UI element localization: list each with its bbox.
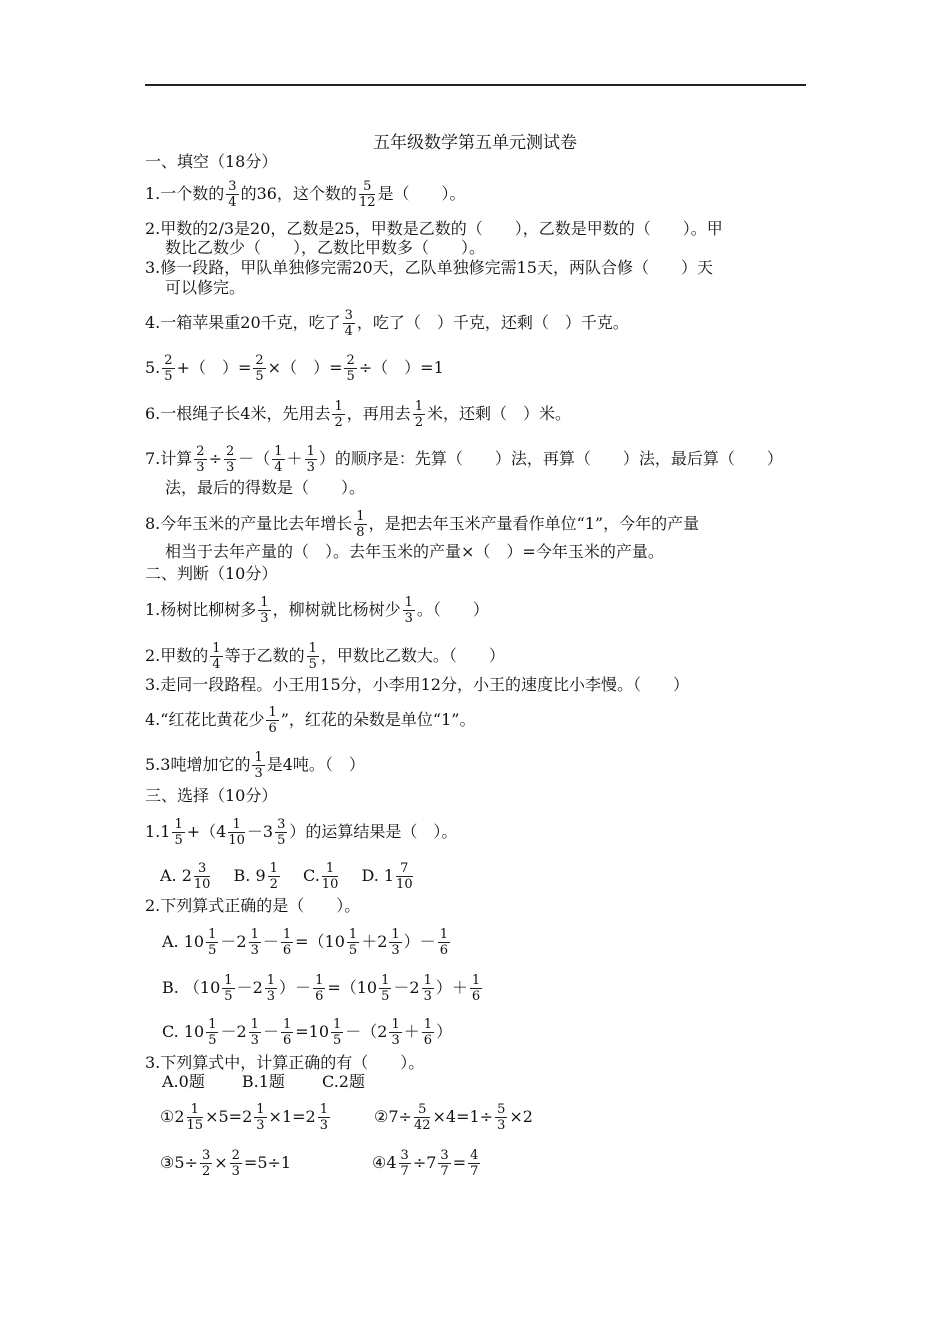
fraction-numerator: 1: [423, 973, 432, 988]
fraction: [187, 1103, 204, 1132]
fraction: [399, 1149, 411, 1178]
section-choice-heading: 三、选择（10分）: [145, 786, 278, 805]
fraction-numerator: 1: [228, 818, 245, 833]
question-f7-line1: 7.计算 $\frac{2}{3}$ ÷ $\frac{2}{3}$ －（ $\frac{1}{4}$ ＋ $\frac{1}{3}$ ）的顺序是：先算（ ）法，再算（ ）法，最后算（ ）: [145, 444, 783, 475]
fraction: [249, 928, 261, 957]
fraction: [265, 974, 277, 1003]
question-c3-item3: ③5÷ $\frac{3}{2}$ × $\frac{2}{3}$ =5÷1: [160, 1148, 292, 1179]
fraction: [470, 974, 482, 1003]
fraction-numerator: 1: [269, 861, 278, 876]
fraction-denominator: 2: [269, 877, 278, 892]
fraction-numerator: 2: [255, 353, 264, 368]
fraction: [194, 445, 206, 474]
fraction-denominator: 3: [391, 1033, 400, 1048]
fraction-numerator: 1: [268, 705, 277, 720]
fraction-numerator: 3: [201, 1148, 211, 1163]
fraction-numerator: 1: [250, 1017, 259, 1032]
fraction-numerator: 1: [187, 1103, 204, 1118]
fraction-numerator: 1: [208, 1017, 217, 1032]
fraction-numerator: 1: [274, 444, 283, 459]
fraction: [318, 1103, 330, 1132]
fraction-numerator: 1: [348, 927, 358, 942]
fraction-numerator: 2: [231, 1148, 240, 1163]
fraction: [254, 1103, 266, 1132]
fraction-denominator: 3: [260, 611, 269, 626]
question-j5: 5.3吨增加它的 $\frac{1}{3}$ 是4吨。（ ）: [145, 750, 365, 781]
fraction-denominator: 10: [228, 833, 245, 848]
fraction-numerator: 1: [282, 927, 292, 942]
fraction: [344, 354, 356, 383]
fraction: [224, 445, 236, 474]
fraction-denominator: 3: [250, 943, 259, 958]
fraction: [230, 1149, 242, 1178]
fraction-denominator: 6: [315, 989, 324, 1004]
question-f3-line1: 3.修一段路，甲队单独修完需20天，乙队单独修完需15天，两队合修（ ）天: [145, 258, 713, 277]
fraction-denominator: 5: [255, 369, 264, 384]
fraction: [495, 1103, 507, 1132]
question-c3-item1: ①2 $\frac{1}{15}$ ×5=2 $\frac{1}{3}$ ×1=2 $\frac{1}{3}$: [160, 1102, 328, 1133]
fraction: [403, 596, 415, 625]
fraction: [275, 818, 287, 847]
fraction: [200, 1149, 212, 1178]
fraction-denominator: 6: [282, 1033, 292, 1048]
fraction-numerator: 1: [471, 973, 481, 988]
fraction-denominator: 7: [470, 1164, 479, 1179]
question-f8-line1: 8.今年玉米的产量比去年增长 $\frac{1}{8}$ ，是把去年玉米产量看作单位“1”，今年的产量: [145, 509, 700, 540]
fraction: [307, 642, 319, 671]
fraction: [281, 1018, 293, 1047]
fraction-numerator: 3: [440, 1148, 449, 1163]
fraction-denominator: 5: [224, 989, 233, 1004]
fraction-numerator: 1: [381, 973, 390, 988]
fraction: [396, 862, 413, 891]
question-f3-line2: 可以修完。: [165, 278, 246, 297]
fraction-denominator: 6: [268, 721, 277, 736]
fraction: [249, 1018, 261, 1047]
fraction: [266, 706, 278, 735]
fraction-numerator: 2: [346, 353, 355, 368]
section-judge-heading: 二、判断（10分）: [145, 564, 278, 583]
fraction-denominator: 3: [391, 943, 400, 958]
fraction: [268, 862, 280, 891]
section-fill-heading: 一、填空（18分）: [145, 152, 278, 171]
question-c2-option-a: A. 10 $\frac{1}{5}$ －2 $\frac{1}{3}$ － $\frac{1}{6}$ =（10 $\frac{1}{5}$ ＋2 $\frac{1}{3}$ ）－ $\frac{1}{6}$: [162, 927, 448, 958]
fraction-numerator: 2: [225, 444, 235, 459]
fraction: [379, 974, 391, 1003]
fraction-numerator: 1: [212, 641, 221, 656]
fraction-numerator: 1: [356, 509, 365, 524]
fraction: [313, 974, 325, 1003]
fraction-denominator: 5: [346, 369, 355, 384]
fraction-numerator: 1: [423, 1017, 433, 1032]
fraction-numerator: 1: [308, 641, 317, 656]
fraction: [253, 354, 265, 383]
fraction: [305, 445, 317, 474]
fraction: [332, 400, 344, 429]
fraction-denominator: 15: [186, 1118, 204, 1133]
fraction: [389, 1018, 401, 1047]
fraction-numerator: 1: [439, 927, 448, 942]
fraction-numerator: 1: [250, 927, 259, 942]
fraction: [438, 928, 450, 957]
fraction: [228, 818, 245, 847]
fraction-denominator: 10: [193, 877, 211, 892]
fraction: [272, 445, 284, 474]
fraction-denominator: 5: [308, 657, 317, 672]
fraction-numerator: 1: [282, 1017, 292, 1032]
fraction: [422, 974, 434, 1003]
fraction-denominator: 3: [319, 1118, 328, 1133]
fraction-denominator: 5: [348, 943, 358, 958]
fraction-numerator: 2: [164, 353, 173, 368]
fraction-numerator: 3: [344, 308, 353, 323]
question-j4: 4.“红花比黄花少 $\frac{1}{6}$ ”，红花的朵数是单位“1”。: [145, 705, 476, 736]
fraction: [194, 862, 211, 891]
fraction-denominator: 7: [400, 1164, 409, 1179]
question-c1: 1.1 $\frac{1}{5}$ +（4 $\frac{1}{10}$ －3 $\frac{3}{5}$ ）的运算结果是（ ）。: [145, 817, 458, 848]
fraction-numerator: 3: [194, 862, 211, 877]
fraction-denominator: 6: [282, 943, 292, 958]
fraction-numerator: 3: [277, 817, 286, 832]
question-j3: 3.走同一段路程。小王用15分，小李用12分，小王的速度比小李慢。（ ）: [145, 675, 689, 694]
fraction-denominator: 5: [277, 833, 286, 848]
fraction-numerator: 1: [322, 862, 339, 877]
question-f4: 4.一箱苹果重20千克，吃了 $\frac{3}{4}$ ，吃了（ ）千克，还剩（ ）千克。: [145, 308, 629, 339]
fraction-numerator: 1: [319, 1102, 328, 1117]
question-f5: 5. $\frac{2}{5}$ +（ ）= $\frac{2}{5}$ ×（ ）= $\frac{2}{5}$ ÷（ ）=1: [145, 353, 444, 384]
fraction-denominator: 3: [423, 989, 432, 1004]
fraction-denominator: 3: [231, 1164, 240, 1179]
fraction-denominator: 5: [333, 1033, 342, 1048]
fraction-denominator: 4: [274, 460, 283, 475]
fraction-denominator: 4: [344, 324, 353, 339]
fraction-denominator: 12: [358, 195, 376, 210]
fraction: [252, 751, 264, 780]
fraction: [359, 180, 376, 209]
fraction-denominator: 2: [334, 415, 343, 430]
fraction-denominator: 5: [174, 833, 183, 848]
fraction-numerator: 1: [266, 973, 276, 988]
fraction-denominator: 10: [321, 877, 339, 892]
fraction-denominator: 4: [212, 657, 221, 672]
top-rule: [145, 84, 806, 86]
question-f7-line2: 法，最后的得数是（ ）。: [165, 478, 366, 497]
fraction: [354, 510, 366, 539]
fraction-numerator: 3: [228, 179, 237, 194]
fraction-numerator: 5: [359, 180, 376, 195]
question-c1-options: A. 2 $\frac{3}{10}$ B. 9 $\frac{1}{2}$ C. $\frac{1}{10}$ D. 1 $\frac{7}{10}$: [160, 861, 413, 892]
page-title: 五年级数学第五单元测试卷: [373, 133, 577, 153]
fraction-denominator: 6: [471, 989, 481, 1004]
fraction: [347, 928, 359, 957]
fraction-numerator: 7: [396, 862, 413, 877]
fraction-numerator: 2: [196, 444, 205, 459]
fraction-denominator: 3: [196, 460, 205, 475]
question-j1: 1.杨树比柳树多 $\frac{1}{3}$ ，柳树就比杨树少 $\frac{1}{3}$ 。（ ）: [145, 595, 489, 626]
fraction-numerator: 1: [334, 399, 343, 414]
fraction: [206, 1018, 218, 1047]
fraction: [210, 642, 222, 671]
fraction: [413, 400, 425, 429]
fraction-denominator: 3: [266, 989, 276, 1004]
fraction-denominator: 42: [413, 1118, 431, 1133]
question-f1: 1.一个数的 $\frac{3}{4}$ 的36，这个数的 $\frac{5}{12}$ 是（ ）。: [145, 179, 466, 210]
fraction-denominator: 3: [497, 1118, 506, 1133]
question-c3-item2: ②7÷ $\frac{5}{42}$ ×4=1÷ $\frac{5}{3}$ ×2: [374, 1102, 533, 1133]
fraction-numerator: 5: [414, 1103, 431, 1118]
fraction: [414, 1103, 431, 1132]
fraction-denominator: 7: [440, 1164, 449, 1179]
fraction-denominator: 6: [423, 1033, 433, 1048]
fraction-numerator: 1: [174, 817, 183, 832]
fraction-denominator: 5: [164, 369, 173, 384]
fraction: [331, 1018, 343, 1047]
fraction-denominator: 8: [356, 525, 365, 540]
fraction: [322, 862, 339, 891]
fraction-numerator: 1: [391, 1017, 400, 1032]
question-c2-option-b: B. （10 $\frac{1}{5}$ －2 $\frac{1}{3}$ ）－ $\frac{1}{6}$ =（10 $\frac{1}{5}$ －2 $\frac{1}{3}$ ）＋ $\frac{1}{6}$: [162, 973, 481, 1004]
fraction-numerator: 5: [497, 1102, 506, 1117]
fraction: [162, 354, 174, 383]
question-c2-stem: 2.下列算式正确的是（ ）。: [145, 896, 361, 915]
fraction-numerator: 1: [256, 1102, 265, 1117]
fraction-numerator: 1: [315, 973, 324, 988]
question-f6: 6.一根绳子长4米，先用去 $\frac{1}{2}$ ，再用去 $\frac{1}{2}$ 米，还剩（ ）米。: [145, 399, 572, 430]
fraction-denominator: 3: [225, 460, 235, 475]
fraction: [468, 1149, 480, 1178]
fraction-denominator: 3: [256, 1118, 265, 1133]
fraction-denominator: 6: [439, 943, 448, 958]
question-c3-item4: ④4 $\frac{3}{7}$ ÷7 $\frac{3}{7}$ = $\frac{4}{7}$: [372, 1148, 479, 1179]
fraction-numerator: 1: [414, 399, 424, 414]
fraction-denominator: 5: [208, 943, 217, 958]
fraction: [281, 928, 293, 957]
fraction-denominator: 3: [404, 611, 413, 626]
question-f8-line2: 相当于去年产量的（ ）。去年玉米的产量×（ ）=今年玉米的产量。: [165, 542, 664, 561]
question-f2-line1: 2.甲数的2/3是20，乙数是25，甲数是乙数的（ ），乙数是甲数的（ ）。甲: [145, 219, 723, 238]
fraction-denominator: 2: [414, 415, 424, 430]
fraction-numerator: 1: [254, 750, 263, 765]
fraction-numerator: 4: [470, 1148, 479, 1163]
fraction-numerator: 1: [224, 973, 233, 988]
fraction: [172, 818, 184, 847]
question-j2: 2.甲数的 $\frac{1}{4}$ 等于乙数的 $\frac{1}{5}$ ，甲数比乙数大。（ ）: [145, 641, 505, 672]
question-c3-options: A.0题 B.1题 C.2题: [162, 1072, 365, 1091]
fraction: [343, 309, 355, 338]
fraction-numerator: 1: [391, 927, 400, 942]
fraction: [389, 928, 401, 957]
fraction-denominator: 3: [250, 1033, 259, 1048]
fraction-denominator: 4: [228, 195, 237, 210]
fraction: [422, 1018, 434, 1047]
fraction-numerator: 3: [400, 1148, 409, 1163]
question-c3-stem: 3.下列算式中，计算正确的有（ ）。: [145, 1053, 425, 1072]
fraction-denominator: 5: [208, 1033, 217, 1048]
fraction-denominator: 3: [254, 766, 263, 781]
fraction-numerator: 1: [306, 444, 315, 459]
fraction-denominator: 2: [201, 1164, 211, 1179]
fraction: [226, 180, 238, 209]
fraction: [222, 974, 234, 1003]
fraction-denominator: 5: [381, 989, 390, 1004]
fraction-denominator: 10: [396, 877, 413, 892]
question-c2-option-c: C. 10 $\frac{1}{5}$ －2 $\frac{1}{3}$ － $\frac{1}{6}$ =10 $\frac{1}{5}$ －（2 $\frac{1}{3}$ ＋ $\frac{1}{6}$ ）: [162, 1017, 453, 1048]
fraction-numerator: 1: [260, 595, 269, 610]
fraction: [438, 1149, 450, 1178]
fraction-numerator: 1: [208, 927, 217, 942]
fraction: [258, 596, 270, 625]
fraction-numerator: 1: [404, 595, 413, 610]
fraction-denominator: 3: [306, 460, 315, 475]
fraction: [206, 928, 218, 957]
question-f2-line2: 数比乙数少（ ），乙数比甲数多（ ）。: [165, 238, 486, 257]
fraction-numerator: 1: [333, 1017, 342, 1032]
